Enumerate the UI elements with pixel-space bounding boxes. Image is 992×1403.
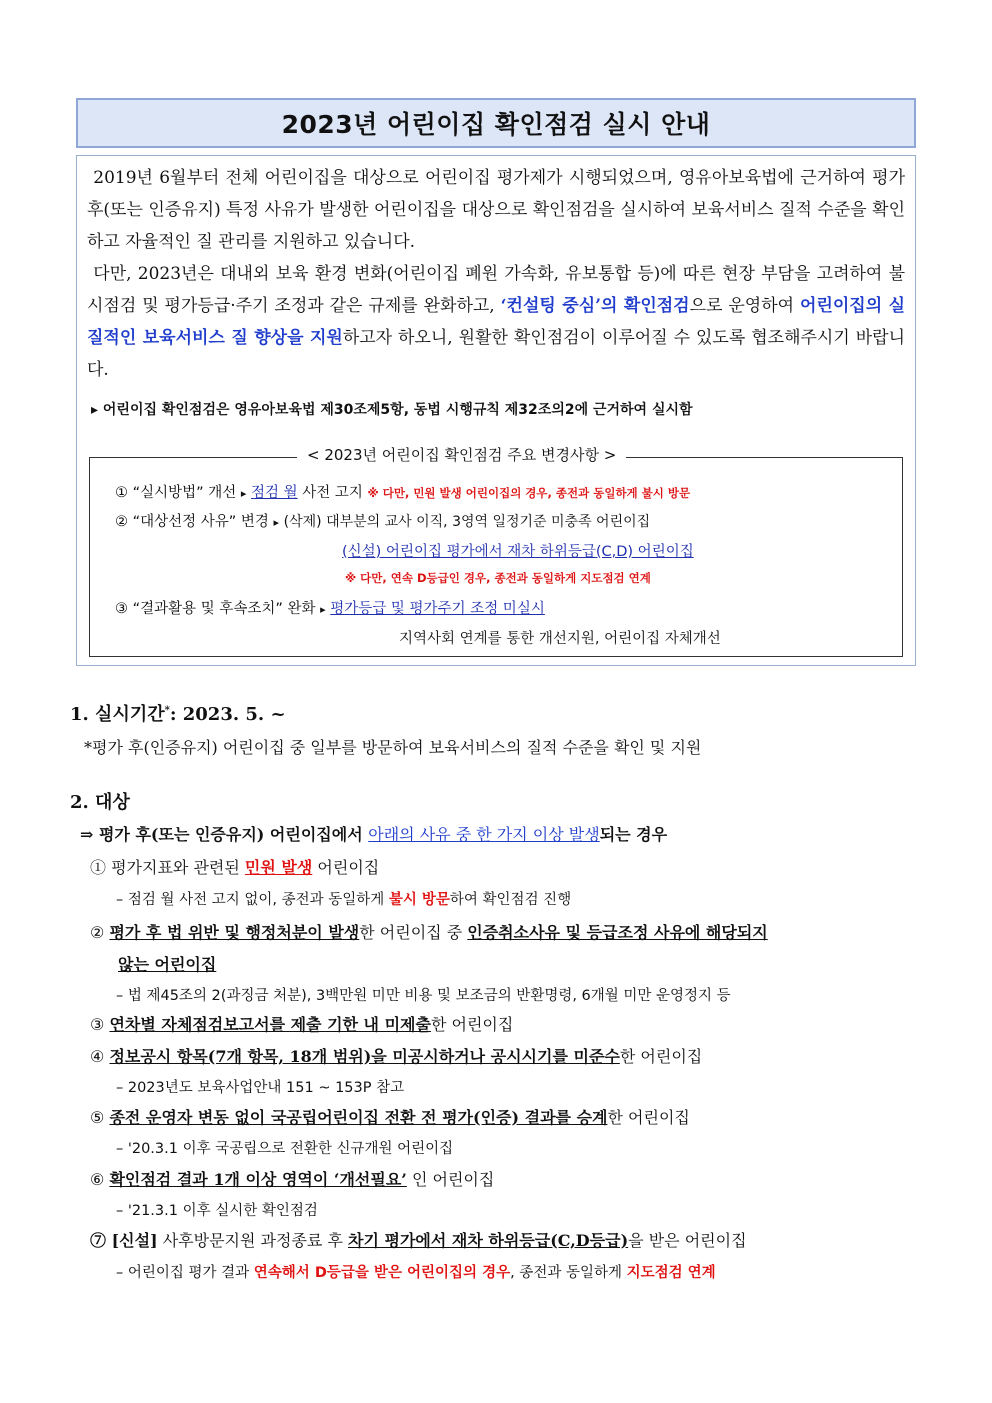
title-box: [76, 98, 916, 148]
change-3-item: 평가등급 및 평가주기 조정 미실시: [330, 601, 545, 617]
intro-p2-c: 으로 운영하여: [689, 296, 795, 316]
change-3-sub: 지역사회 연계를 통한 개선지원, 어린이집 자체개선: [399, 631, 721, 647]
arrow-icon: ▸: [320, 603, 326, 616]
change-2-label: ② “대상선정 사유” 변경: [115, 514, 269, 530]
item-5-sub: – '20.3.1 이후 국공립으로 전환한 신규개원 어린이집: [116, 1141, 454, 1157]
item-4-highlight: 정보공시 항목(7개 항목, 18개 범위)을 미공시하거나 공시시기를 미준수: [109, 1047, 620, 1066]
item-7-b: 사후방문지원 과정종료 후: [162, 1231, 343, 1250]
section-1-note: *평가 후(인증유지) 어린이집 중 일부를 방문하여 보육서비스의 질적 수준을 확인 및 지원: [84, 738, 702, 757]
change-2-new-text: (신설) 어린이집 평가에서 재차 하위등급(C,D) 어린이집: [342, 544, 694, 560]
change-1-item: 점검 월: [251, 485, 298, 501]
change-1-note: ※ 다만, 민원 발생 어린이집의 경우, 종전과 동일하게 불시 방문: [367, 486, 691, 500]
intro-paragraph-2: [87, 258, 905, 386]
item-2-highlight-2: 인증취소사유 및 등급조정 사유에 해당되지: [467, 923, 768, 942]
item-7-num: ⑦ [신설]: [90, 1231, 158, 1250]
item-7-sub-c: , 종전과 동일하게: [510, 1265, 622, 1281]
change-2: [115, 510, 650, 531]
change-2-note-line: [345, 570, 651, 586]
item-6: [90, 1167, 494, 1190]
intro-p2-a: 다만, 2023년은 대내외 보육 환경 변화(어린이집 폐원 가속화, 유보통합 등)에 따른 현장 부담을 고려하여 불시점검 및 평가등급·주기 조정과 같은 규제를 완화하고,: [87, 264, 906, 316]
section-1-heading: [70, 700, 286, 726]
intro-p2-highlight-1: ‘컨설팅 중심’의 확인점검: [500, 296, 690, 316]
item-7-highlight: 차기 평가에서 재차 하위등급(C,D등급): [348, 1231, 629, 1250]
item-2-cont: [118, 952, 216, 975]
item-7-sub: [116, 1261, 716, 1282]
item-6-sub: – '21.3.1 이후 실시한 확인점검: [116, 1203, 318, 1219]
item-3-c: 한 어린이집: [430, 1015, 514, 1034]
item-7: [90, 1228, 747, 1251]
item-1-sub: [116, 888, 571, 909]
section-1-title: 1. 실시기간: [70, 704, 165, 725]
section-1-date: : 2023. 5. ~: [169, 704, 286, 725]
section-2-heading: 2. 대상: [70, 792, 130, 813]
item-7-sub-a: – 어린이집 평가 결과: [116, 1265, 250, 1281]
item-1-sub-highlight: 불시 방문: [388, 892, 450, 908]
item-5-num: ⑤: [90, 1108, 105, 1127]
change-1-label: ① “실시방법” 개선: [115, 485, 237, 501]
item-2-highlight-3: 않는 어린이집: [118, 955, 217, 974]
intro-box: [76, 155, 916, 666]
arrow-icon: ▸: [240, 487, 247, 500]
change-2-deleted: (삭제) 대부분의 교사 이직, 3영역 일정기준 미충족 어린이집: [283, 514, 651, 530]
item-2: [90, 920, 768, 943]
item-3-highlight: 연차별 자체점검보고서를 제출 기한 내 미제출: [109, 1015, 431, 1034]
item-7-sub-highlight-1: 연속해서 D등급을 받은 어린이집의 경우: [253, 1265, 511, 1281]
lead-c: 되는 경우: [599, 825, 668, 844]
intro-p1-text: 2019년 6월부터 전체 어린이집을 대상으로 어린이집 평가제가 시행되었으며, 영유아보육법에 근거하여 평가 후(또는 인증유지) 특정 사유가 발생한 어린이집을 대상으로 확인점검을 실시하여 보육서비스 질적 수준을 확인하고 자율적인 질 관리를 지원하고 있습니다.: [87, 168, 906, 252]
section-2-lead: [80, 822, 667, 845]
intro-paragraph-1: [87, 162, 905, 258]
item-6-c: 인 어린이집: [411, 1170, 495, 1189]
change-1-rest: 사전 고지: [302, 485, 363, 501]
item-4: [90, 1044, 702, 1067]
item-6-num: ⑥: [90, 1170, 105, 1189]
page-title: 2023년 어린이집 확인점검 실시 안내: [281, 110, 711, 139]
item-5: [90, 1105, 690, 1128]
item-1-a: ① 평가지표와 관련된: [90, 858, 240, 877]
lead-highlight: 아래의 사유 중 한 가지 이상 발생: [368, 825, 600, 844]
footnote-mark: *: [164, 705, 170, 716]
item-1-sub-c: 하여 확인점검 진행: [449, 892, 572, 908]
intro-p2-e: 하고자 하오니, 원활한 확인점검이 이루어질 수 있도록 협조해주시기 바랍니다.: [87, 328, 905, 380]
change-2-new: [342, 540, 694, 561]
change-3: [115, 597, 545, 618]
item-1-c: 어린이집: [317, 858, 380, 877]
intro-p2-highlight-2: 어린이집의 실질적인 보육서비스 질 향상을 지원: [87, 296, 905, 348]
item-7-sub-highlight-2: 지도점검 연계: [626, 1265, 716, 1281]
item-2-num: ②: [90, 923, 105, 942]
arrow-icon: ▸: [273, 516, 280, 529]
item-7-d: 을 받은 어린이집: [628, 1231, 747, 1250]
item-4-num: ④: [90, 1047, 105, 1066]
item-6-highlight: 확인점검 결과 1개 이상 영역이 ‘개선필요’: [109, 1170, 407, 1189]
changes-title: < 2023년 어린이집 확인점검 주요 변경사항 >: [297, 444, 626, 465]
item-1: [90, 855, 379, 878]
lead-a: ⇒ 평가 후(또는 인증유지) 어린이집에서: [80, 825, 363, 844]
item-2-c: 한 어린이집 중: [359, 923, 463, 942]
change-3-label: ③ “결과활용 및 후속조치” 완화: [115, 601, 316, 617]
legal-basis: ▸ 어린이집 확인점검은 영유아보육법 제30조제5항, 동법 시행규칙 제32조의2에 근거하여 실시함: [91, 402, 693, 418]
item-3: [90, 1012, 513, 1035]
change-2-note: ※ 다만, 연속 D등급인 경우, 종전과 동일하게 지도점검 연계: [345, 571, 651, 585]
item-5-highlight: 종전 운영자 변동 없이 국공립어린이집 전환 전 평가(인증) 결과를 승계: [109, 1108, 608, 1127]
item-5-c: 한 어린이집: [607, 1108, 690, 1127]
item-4-c: 한 어린이집: [619, 1047, 703, 1066]
item-3-num: ③: [90, 1015, 105, 1034]
item-1-sub-a: – 점검 월 사전 고지 없이, 종전과 동일하게: [116, 892, 385, 908]
item-4-sub: – 2023년도 보육사업안내 151 ~ 153P 참고: [116, 1080, 405, 1096]
item-1-highlight: 민원 발생: [244, 858, 313, 877]
item-2-highlight-1: 평가 후 법 위반 및 행정처분이 발생: [109, 923, 360, 942]
change-1: [115, 481, 690, 502]
item-2-sub: – 법 제45조의 2(과징금 처분), 3백만원 미만 비용 및 보조금의 반환명령, 6개월 미만 운영정지 등: [116, 988, 731, 1004]
